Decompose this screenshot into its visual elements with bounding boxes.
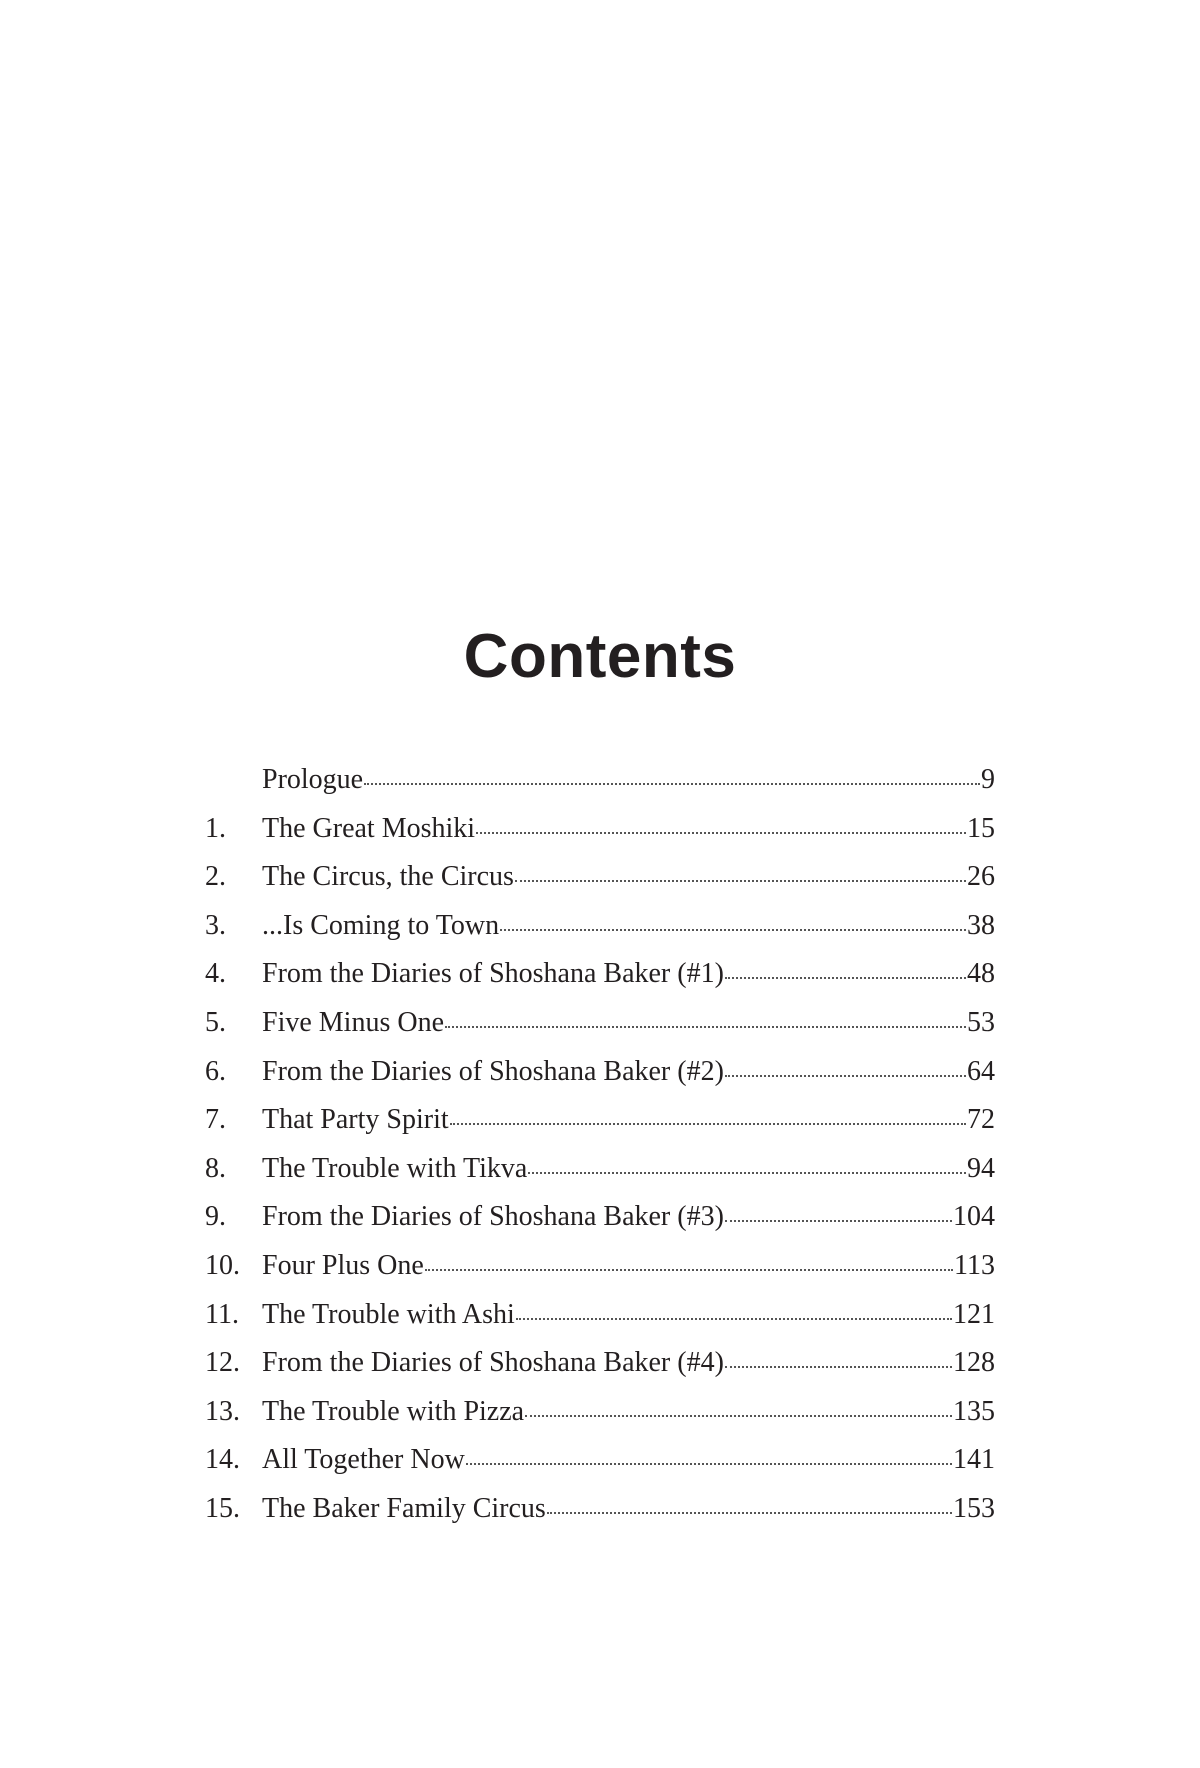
page-number: 26 xyxy=(967,861,995,893)
dot-leader xyxy=(445,1026,966,1028)
dot-leader xyxy=(450,1123,966,1125)
toc-entry xyxy=(205,1339,995,1388)
chapter-title: All Together Now xyxy=(262,1444,465,1476)
dot-leader xyxy=(725,1075,966,1077)
dot-leader xyxy=(528,1172,966,1174)
toc-entry xyxy=(205,1048,995,1097)
toc-entry xyxy=(205,1145,995,1194)
chapter-title: The Trouble with Pizza xyxy=(262,1395,525,1427)
page-number: 104 xyxy=(953,1201,995,1233)
chapter-number: 4. xyxy=(205,958,226,990)
chapter-title: Five Minus One xyxy=(262,1006,444,1038)
dot-leader xyxy=(725,1220,952,1222)
chapter-number: 9. xyxy=(205,1201,226,1233)
chapter-title: From the Diaries of Shoshana Baker (#3) xyxy=(262,1201,724,1233)
page-number: 53 xyxy=(967,1006,995,1038)
chapter-number: 7. xyxy=(205,1104,226,1136)
dot-leader xyxy=(725,1366,952,1368)
toc-entry xyxy=(205,950,995,999)
page-number: 135 xyxy=(953,1395,995,1427)
chapter-title: That Party Spirit xyxy=(262,1104,449,1136)
toc-entry xyxy=(205,999,995,1048)
toc-entry xyxy=(205,1096,995,1145)
toc-entry xyxy=(205,853,995,902)
chapter-title: Prologue xyxy=(262,764,364,795)
dot-leader xyxy=(525,1415,952,1417)
chapter-number: 13. xyxy=(205,1395,240,1427)
page-number: 9 xyxy=(981,764,995,795)
chapter-number: 6. xyxy=(205,1055,226,1087)
chapter-title: ...Is Coming to Town xyxy=(262,909,500,941)
dot-leader xyxy=(547,1512,952,1514)
page-number: 94 xyxy=(967,1152,995,1184)
page-number: 38 xyxy=(967,909,995,941)
chapter-title: The Trouble with Tikva xyxy=(262,1152,528,1184)
toc-entry xyxy=(205,756,995,805)
chapter-title: The Great Moshiki xyxy=(262,812,476,844)
table-of-contents xyxy=(205,756,995,1534)
chapter-number: 10. xyxy=(205,1249,240,1281)
chapter-number: 2. xyxy=(205,861,226,893)
chapter-number: 15. xyxy=(205,1492,240,1524)
chapter-title: The Circus, the Circus xyxy=(262,861,514,893)
chapter-number: 3. xyxy=(205,909,226,941)
page-number: 128 xyxy=(953,1347,995,1379)
page-number: 64 xyxy=(967,1055,995,1087)
toc-entry xyxy=(205,1388,995,1437)
page-title: Contents xyxy=(463,621,737,691)
page-number: 72 xyxy=(967,1104,995,1136)
chapter-number: 14. xyxy=(205,1444,240,1476)
dot-leader xyxy=(725,977,966,979)
toc-entry xyxy=(205,902,995,951)
toc-entry xyxy=(205,1291,995,1340)
dot-leader xyxy=(364,783,980,785)
page-number: 48 xyxy=(967,958,995,990)
dot-leader xyxy=(500,929,966,931)
dot-leader xyxy=(476,832,966,834)
page-number: 141 xyxy=(953,1444,995,1476)
toc-entry xyxy=(205,1485,995,1534)
chapter-title: The Trouble with Ashi xyxy=(262,1298,515,1330)
toc-entry xyxy=(205,1242,995,1291)
chapter-number: 12. xyxy=(205,1347,240,1379)
chapter-number: 5. xyxy=(205,1006,226,1038)
dot-leader xyxy=(516,1318,952,1320)
toc-entry xyxy=(205,1436,995,1485)
dot-leader xyxy=(425,1269,953,1271)
page-number: 15 xyxy=(967,812,995,844)
chapter-number: 8. xyxy=(205,1152,226,1184)
toc-entry xyxy=(205,1193,995,1242)
page-number: 113 xyxy=(954,1249,995,1281)
dot-leader xyxy=(515,880,966,882)
chapter-number: 11. xyxy=(205,1298,239,1330)
chapter-title: Four Plus One xyxy=(262,1249,424,1281)
chapter-title: From the Diaries of Shoshana Baker (#1) xyxy=(262,958,724,990)
chapter-number: 1. xyxy=(205,812,226,844)
chapter-title: From the Diaries of Shoshana Baker (#2) xyxy=(262,1055,724,1087)
dot-leader xyxy=(466,1463,952,1465)
chapter-title: From the Diaries of Shoshana Baker (#4) xyxy=(262,1347,724,1379)
page-number: 121 xyxy=(953,1298,995,1330)
chapter-title: The Baker Family Circus xyxy=(262,1492,546,1524)
toc-entry xyxy=(205,805,995,854)
page-number: 153 xyxy=(953,1492,995,1524)
